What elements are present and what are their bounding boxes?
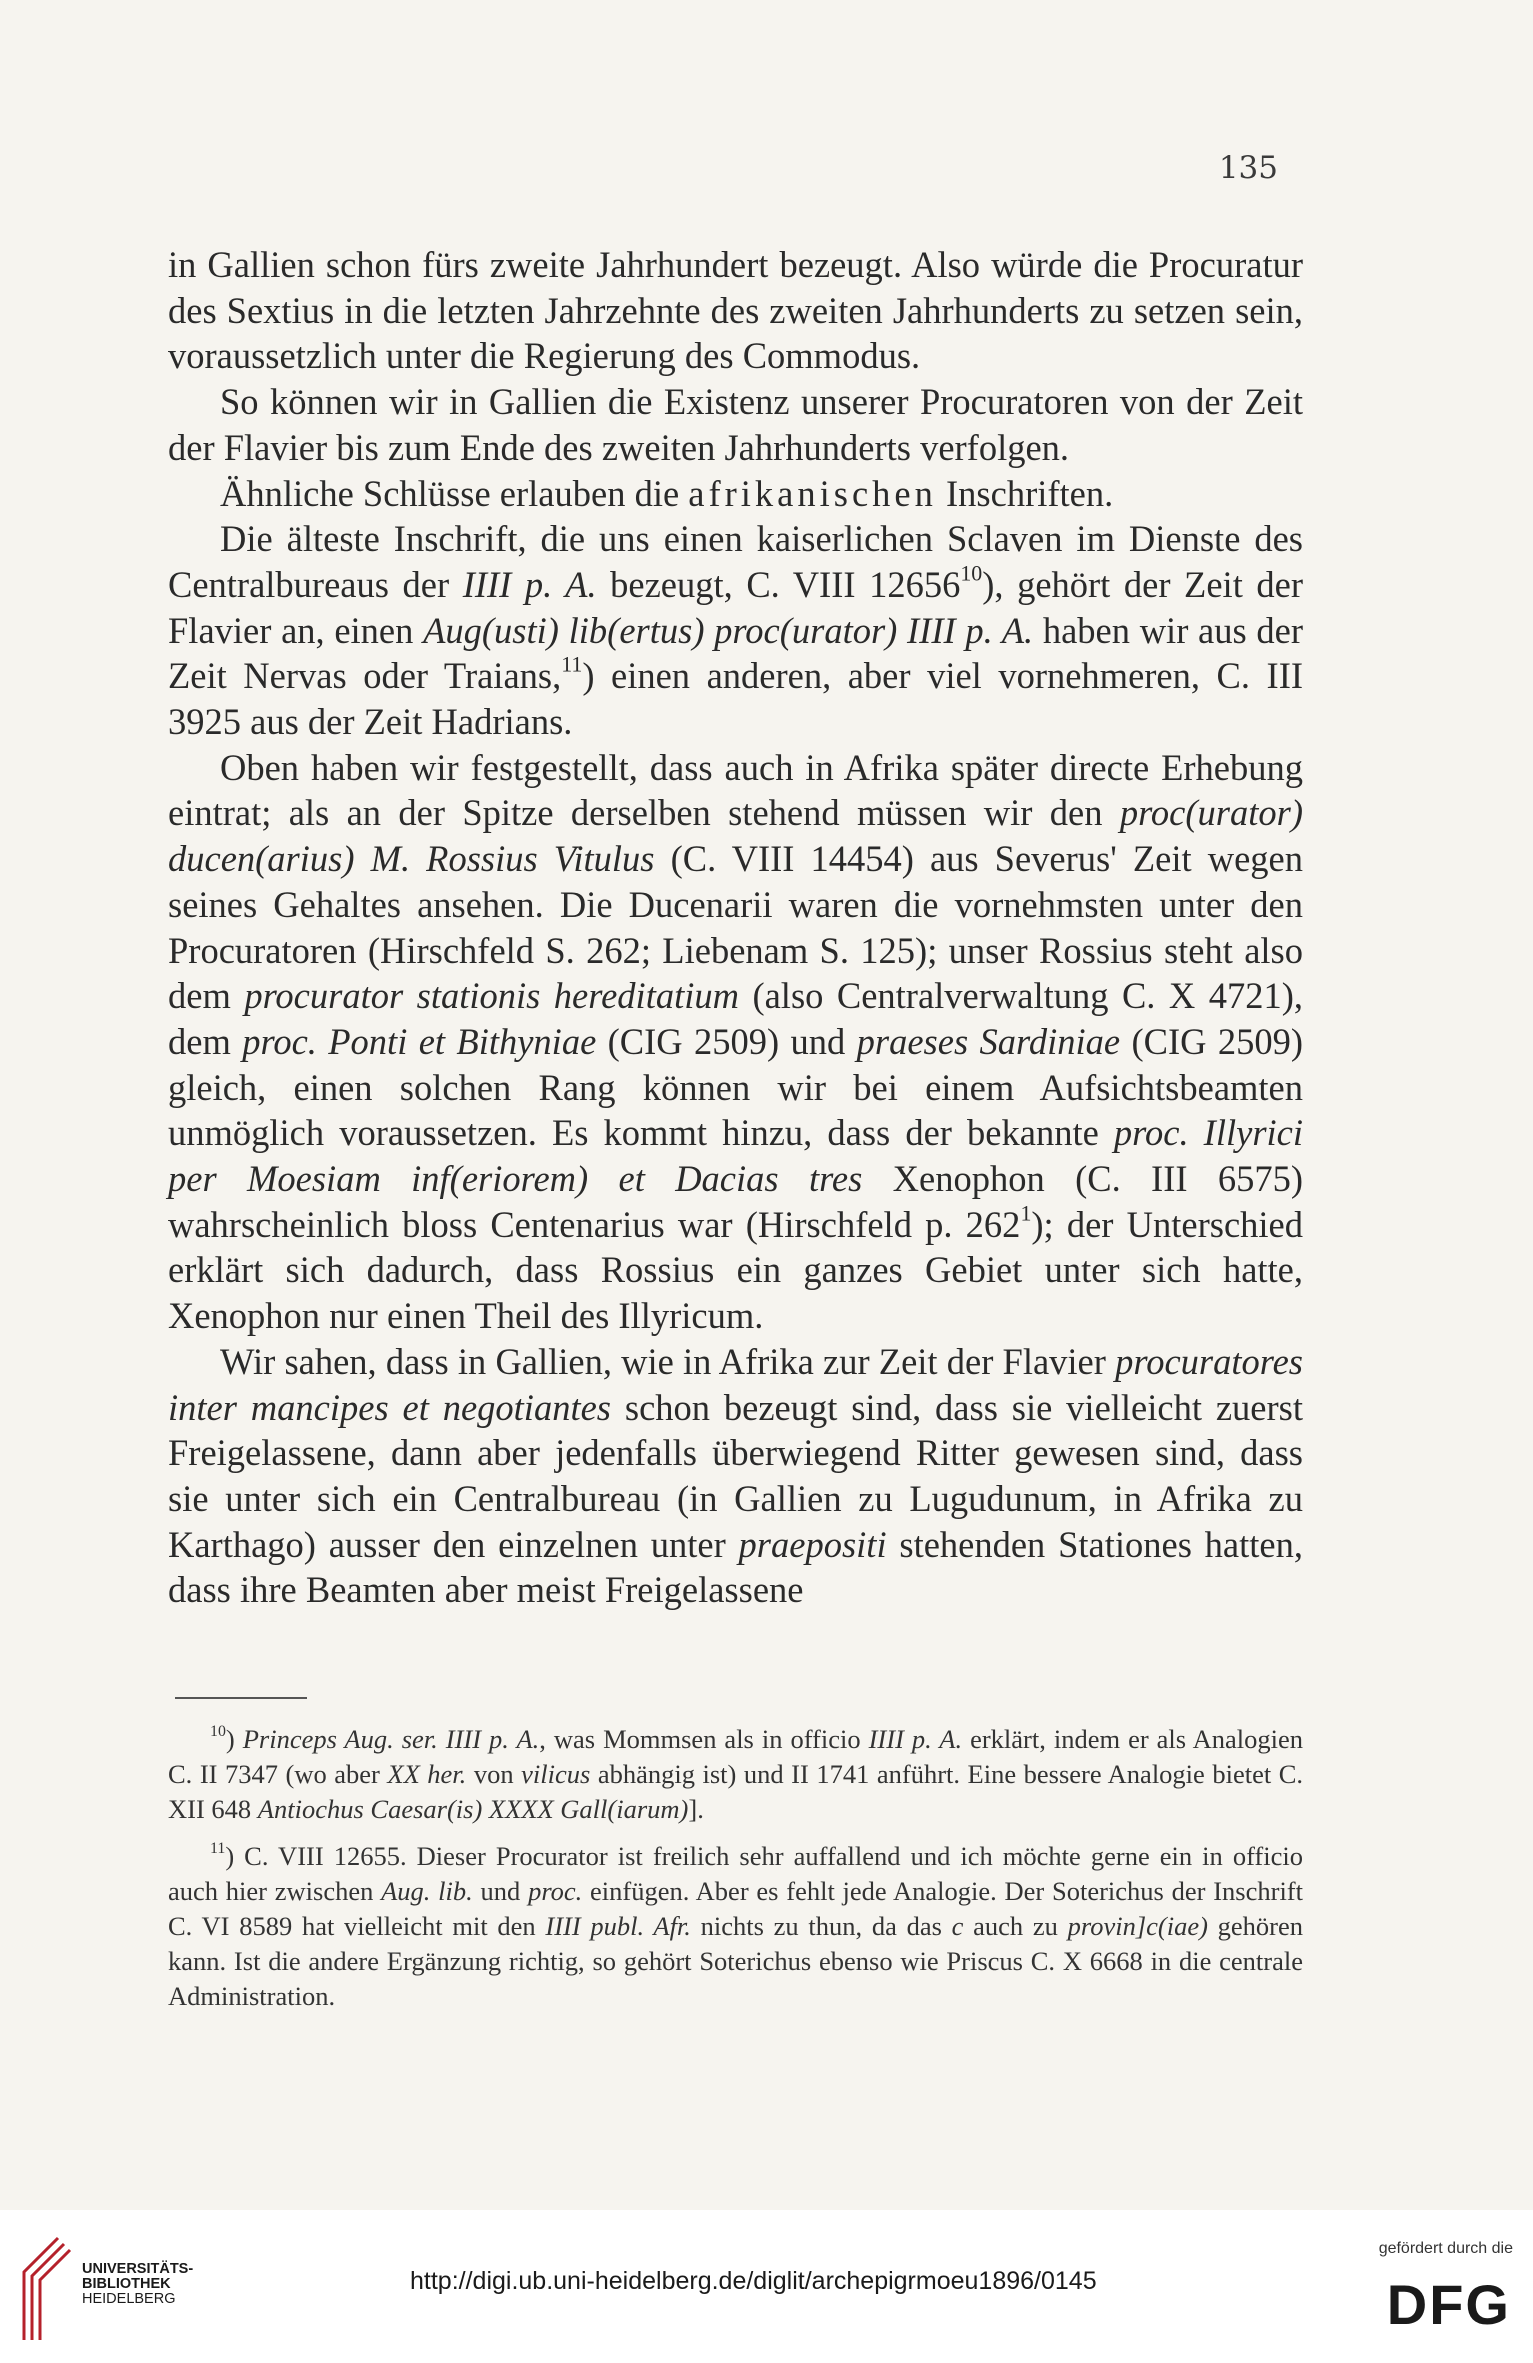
text-run: Ähnliche Schlüsse erlauben die xyxy=(220,472,689,514)
text-run: ), gehört der Zeit der Flavier an, einen xyxy=(168,563,1303,651)
footnote-marker: 10 xyxy=(960,560,983,586)
library-name-line3: HEIDELBERG xyxy=(82,2291,176,2307)
text-run: in Gallien schon fürs zweite Jahrhundert bezeugt. Also würde die Procuratur des Sextius in die letzten Jahrzehnte des zweiten Jahrhunderts zu setzen sein, voraussetzlich unter die Regierung des Commodus. xyxy=(168,244,1303,377)
text-run: gehören kann. Ist die andere Ergänzung richtig, so gehört Soterichus ebenso wie Priscus C. X 6668 in die centrale Administration. xyxy=(168,1911,1303,2011)
library-name-line1: UNIVERSITÄTS- xyxy=(82,2261,194,2277)
text-run: bezeugt, C. VIII 12656 xyxy=(596,563,961,605)
italic-text: IIII p. A. xyxy=(462,563,597,605)
text-run: und xyxy=(472,1876,529,1906)
text-run: Xenophon (C. III 6575) wahrscheinlich bloss Centenarius war (Hirschfeld p. 262 xyxy=(168,1158,1303,1245)
text-run: haben wir aus der Zeit Nervas oder Traians, xyxy=(168,609,1303,697)
text-run: Wir sahen, dass in Gallien, wie in Afrika zur Zeit der Flavier xyxy=(220,1340,1116,1382)
text-run: erklärt, indem er als Analogien C. II 7347 (wo aber xyxy=(168,1724,1303,1789)
text-run: auch zu xyxy=(963,1911,1068,1941)
footnote-marker: 1 xyxy=(1020,1200,1032,1226)
paragraph xyxy=(168,516,1303,745)
text-run: nichts zu thun, da das xyxy=(690,1911,952,1941)
library-name-line2: BIBLIOTHEK xyxy=(82,2276,171,2292)
italic-text: praepositi xyxy=(738,1523,887,1565)
italic-text: proc. xyxy=(528,1876,583,1906)
italic-text: proc. Illyrici per Moesiam inf(eriorem) et Dacias tres xyxy=(168,1112,1304,1200)
italic-text: c xyxy=(951,1911,964,1941)
text-run: Die älteste Inschrift, die uns einen kaiserlichen Sclaven im Dienste des Centralbureaus der xyxy=(168,518,1303,605)
italic-text: Antiochus Caesar(is) XXXX Gall(iarum) xyxy=(257,1794,689,1824)
paragraph xyxy=(168,1339,1303,1613)
italic-text: vilicus xyxy=(521,1759,591,1789)
italic-text: procurator stationis hereditatium xyxy=(244,975,739,1017)
text-run: ) C. VIII 12655. Dieser Procurator ist freilich sehr auffallend und ich möchte gerne ein in officio auch hier zwischen xyxy=(168,1841,1303,1906)
footnote-rule xyxy=(175,1697,307,1699)
text-run: stehenden Stationes hatten, dass ihre Beamten aber meist Freigelassene xyxy=(168,1523,1303,1611)
paragraph xyxy=(168,379,1303,470)
italic-text: IIII p. A. xyxy=(868,1724,963,1754)
permalink-url[interactable]: http://digi.ub.uni-heidelberg.de/diglit/archepigrmoeu1896/0145 xyxy=(410,2267,1097,2295)
footnote-marker: 11 xyxy=(561,651,583,677)
text-run: (CIG 2509) und xyxy=(596,1020,857,1062)
paragraph xyxy=(168,242,1303,379)
text-run: ) xyxy=(225,1724,243,1754)
italic-text: IIII publ. Afr. xyxy=(545,1911,691,1941)
text-run: (C. VIII 14454) aus Severus' Zeit wegen seines Gehaltes ansehen. Die Ducenarii waren die vornehmsten unter den Procuratoren (Hirschfeld S. 262; Liebenam S. 125); unser Rossius steht also dem xyxy=(168,838,1303,1017)
ub-heidelberg-logo-icon xyxy=(18,2232,78,2344)
footnote xyxy=(168,1839,1303,2014)
italic-text: Aug. lib. xyxy=(381,1876,473,1906)
italic-text: praeses Sardiniae xyxy=(856,1020,1121,1062)
footnotes xyxy=(168,1722,1303,2026)
italic-text: provin]c(iae) xyxy=(1067,1911,1208,1941)
italic-text: XX her. xyxy=(387,1759,467,1789)
viewer-footer xyxy=(0,2210,1533,2363)
text-run: ); der Unterschied erklärt sich dadurch, dass Rossius ein ganzes Gebiet unter sich hatte, Xenophon nur einen Theil des Illyricum. xyxy=(168,1203,1303,1337)
paragraph xyxy=(168,745,1303,1339)
page-number: 135 xyxy=(1218,150,1278,186)
text-run: , was Mommsen als in officio xyxy=(539,1724,869,1754)
footnote-marker: 11 xyxy=(210,1840,226,1858)
footnote-marker: 10 xyxy=(210,1723,226,1741)
text-run: Inschriften. xyxy=(936,472,1114,514)
text-run: schon bezeugt sind, dass sie vielleicht zuerst Freigelassene, dann aber jedenfalls überwiegend Ritter gewesen sind, dass sie unter sich ein Centralbureau (in Gallien zu Lugudunum, in Afrika zu Karthago) ausser den einzelnen unter xyxy=(168,1386,1303,1565)
text-run: abhängig ist) und II 1741 anführt. Eine bessere Analogie bietet C. XII 648 xyxy=(168,1759,1304,1824)
body-text xyxy=(168,242,1303,1613)
text-run: So können wir in Gallien die Existenz unserer Procuratoren von der Zeit der Flavier bis zum Ende des zweiten Jahrhunderts verfolgen. xyxy=(168,381,1303,468)
text-run: ]. xyxy=(688,1794,704,1824)
library-name xyxy=(82,2262,193,2307)
footnote xyxy=(168,1722,1303,1827)
text-run: von xyxy=(466,1759,522,1789)
italic-text: procuratores inter mancipes et negotiantes xyxy=(168,1340,1303,1428)
text-run: ) einen anderen, aber viel vornehmeren, C. III 3925 aus der Zeit Hadrians. xyxy=(168,655,1303,743)
italic-text: proc. Ponti et Bithyniae xyxy=(242,1020,597,1062)
funded-by-label: gefördert durch die xyxy=(1378,2240,1513,2257)
text-run: (also Centralverwaltung C. X 4721), dem xyxy=(168,975,1303,1062)
paragraph xyxy=(168,471,1303,517)
italic-text: Princeps Aug. ser. IIII p. A. xyxy=(242,1724,540,1754)
italic-text: proc(urator) ducen(arius) M. Rossius Vitulus xyxy=(168,792,1303,880)
text-run: (CIG 2509) gleich, einen solchen Rang können wir bei einem Aufsichtsbeamten unmöglich voraussetzen. Es kommt hinzu, dass der bekannte xyxy=(168,1020,1304,1154)
text-run: Oben haben wir festgestellt, dass auch in Afrika später directe Erhebung eintrat; als an der Spitze derselben stehend müssen wir den xyxy=(168,746,1303,834)
italic-text: Aug(usti) lib(ertus) proc(urator) IIII p. A. xyxy=(423,609,1034,651)
text-run: afrikanischen xyxy=(688,472,937,514)
dfg-logo: DFG xyxy=(1386,2273,1511,2336)
text-run: einfügen. Aber es fehlt jede Analogie. Der Soterichus der Inschrift C. VI 8589 hat vielleicht mit den xyxy=(168,1876,1303,1941)
